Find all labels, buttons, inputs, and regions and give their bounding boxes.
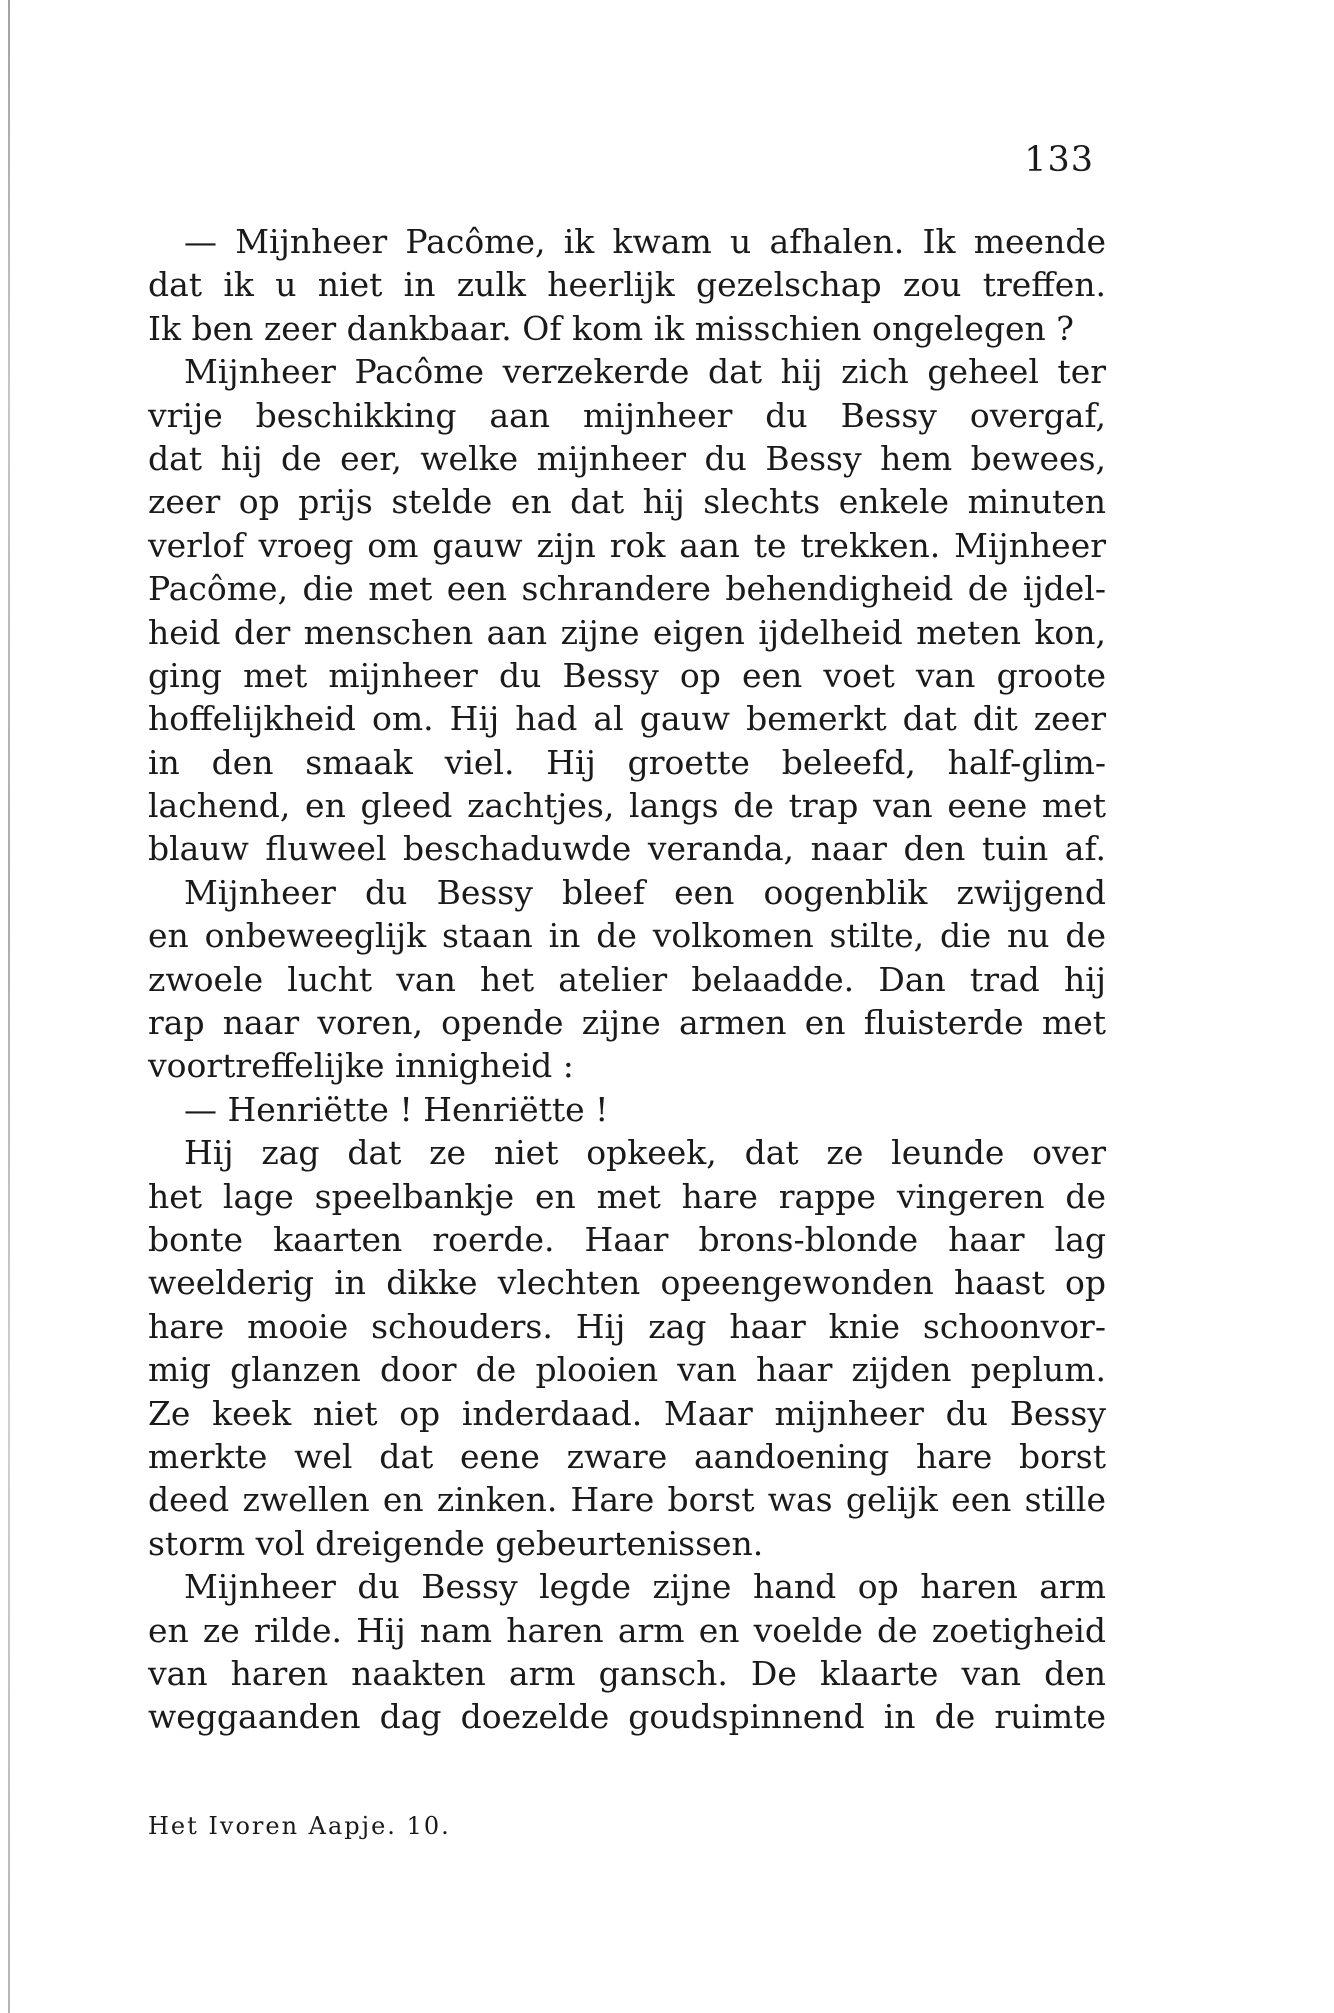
text-line: heid der menschen aan zijne eigen ijdelheid meten kon, [148,612,1106,652]
text-line: weelderig in dikke vlechten opeengewonden haast op [148,1263,1106,1303]
text-line: Hij zag dat ze niet opkeek, dat ze leunde over [184,1133,1106,1173]
text-line: mig glanzen door de plooien van haar zijden peplum. [148,1350,1106,1390]
text-line: Mijnheer Pacôme verzekerde dat hij zich geheel ter [184,352,1106,392]
text-line: verlof vroeg om gauw zijn rok aan te trekken. Mijnheer [148,525,1106,565]
text-line: bonte kaarten roerde. Haar brons-blonde haar lag [148,1219,1106,1259]
text-line: lachend, en gleed zachtjes, langs de trap van eene met [148,786,1106,826]
text-line: van haren naakten arm gansch. De klaarte van den [148,1653,1106,1693]
text-line: en ze rilde. Hij nam haren arm en voelde de zoetigheid [148,1610,1106,1650]
text-line: merkte wel dat eene zware aandoening hare borst [148,1436,1106,1476]
text-line: zeer op prijs stelde en dat hij slechts enkele minuten [148,482,1106,522]
text-line: Mijnheer du Bessy bleef een oogenblik zwijgend [184,872,1106,912]
text-line: storm vol dreigende gebeurtenissen. [148,1523,764,1563]
text-line: zwoele lucht van het atelier belaadde. Dan trad hij [148,959,1106,999]
text-line: rap naar voren, opende zijne armen en fluisterde met [148,1003,1106,1043]
text-line: Ik ben zeer dankbaar. Of kom ik misschien ongelegen ? [148,308,1074,348]
text-line: deed zwellen en zinken. Hare borst was gelijk een stille [148,1480,1106,1520]
text-line: Pacôme, die met een schrandere behendigheid de ijdel- [148,569,1106,609]
text-line: het lage speelbankje en met hare rappe vingeren de [148,1176,1106,1216]
text-line: Mijnheer du Bessy legde zijne hand op haren arm [184,1567,1106,1607]
text-line: dat ik u niet in zulk heerlijk gezelschap zou treffen. [148,265,1106,305]
text-line: — Henriëtte ! Henriëtte ! [184,1089,609,1129]
text-line: en onbeweeglijk staan in de volkomen stilte, die nu de [148,916,1106,956]
text-line: hoffelijkheid om. Hij had al gauw bemerkt dat dit zeer [148,699,1106,739]
text-line: weggaanden dag doezelde goudspinnend in de ruimte [148,1697,1106,1737]
body-text [148,220,1106,1739]
text-line: — Mijnheer Pacôme, ik kwam u afhalen. Ik meende [184,222,1106,261]
page-number: 133 [1024,140,1094,180]
text-line: in den smaak viel. Hij groette beleefd, half-glim- [148,742,1106,782]
text-line: vrije beschikking aan mijnheer du Bessy overgaf, [148,395,1106,435]
text-line: Ze keek niet op inderdaad. Maar mijnheer du Bessy [148,1393,1106,1433]
scan-binding-edge [8,0,10,2013]
text-line: dat hij de eer, welke mijnheer du Bessy hem bewees, [148,438,1106,478]
text-line: blauw fluweel beschaduwde veranda, naar den tuin af. [148,829,1106,869]
text-line: ging met mijnheer du Bessy op een voet van groote [148,655,1106,695]
signature-footer: Het Ivoren Aapje. 10. [148,1812,451,1840]
text-line: voortreffelijke innigheid : [148,1046,574,1086]
text-line: hare mooie schouders. Hij zag haar knie schoonvor- [148,1306,1106,1346]
